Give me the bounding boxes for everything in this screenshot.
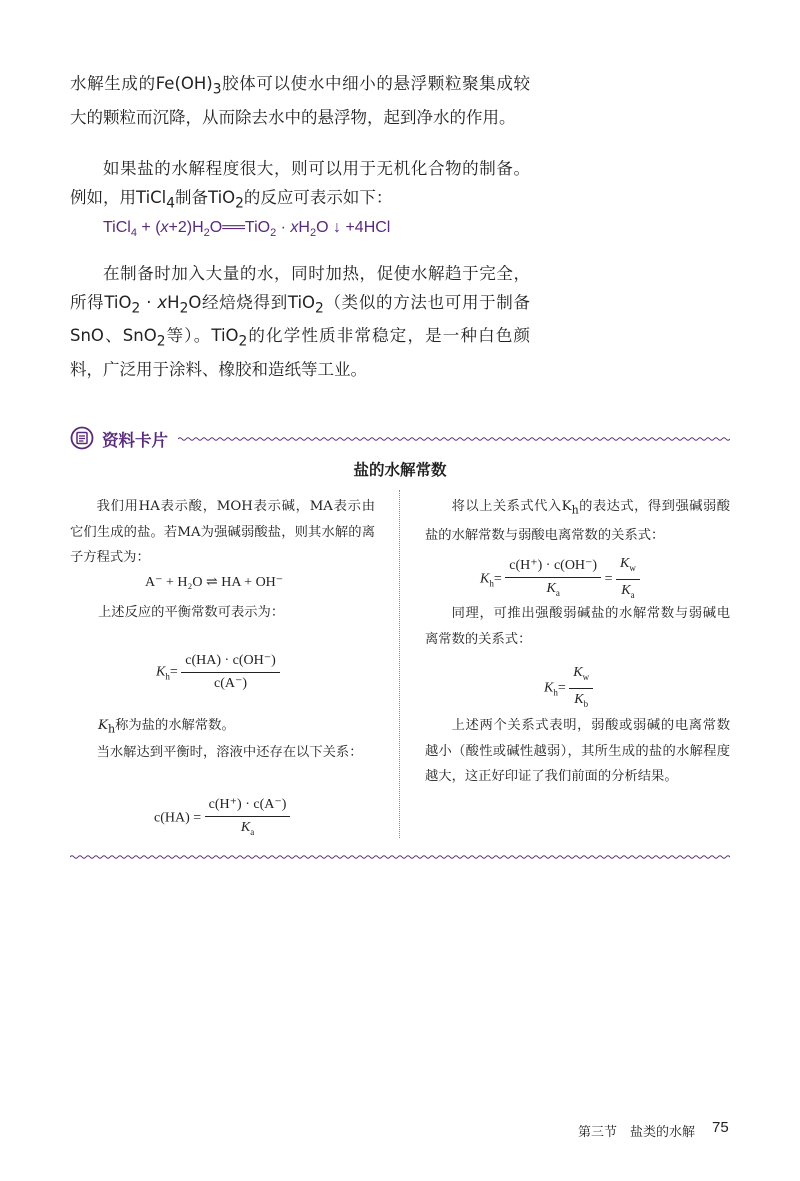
ka-symbol: K	[546, 580, 556, 596]
kw-symbol: K	[620, 556, 630, 571]
para2-sub2: 2	[235, 194, 244, 211]
para2-text-a: 如果盐的水解程度很大，则可以用于无机化合物的制备。例如，用TiCl	[70, 159, 530, 207]
right-p1-text: 将以上关系式代入K	[451, 499, 572, 514]
kb-symbol: K	[574, 691, 584, 707]
kb-denominator	[569, 689, 593, 715]
para3-sub: 2	[315, 299, 324, 316]
eq-part: O ↓ +4HCl	[316, 219, 391, 236]
para2-text-c: 的反应可表示如下：	[243, 187, 393, 207]
para3-sub: 2	[238, 333, 248, 350]
kh-numerator: c(HA) · c(OH⁻)	[181, 650, 280, 673]
eq-sub: 2	[270, 227, 277, 240]
ka-symbol: K	[240, 820, 251, 835]
kw-symbol: K	[573, 665, 583, 680]
footer-section-title: 第三节 盐类的水解	[578, 1125, 696, 1140]
para3-text: O经焙烧得到TiO	[188, 292, 316, 312]
kh-sub: h	[107, 722, 116, 736]
right-col-paragraph-3: 上述两个关系式表明，弱酸或弱碱的电离常数越小（酸性或碱性越弱），其所生成的盐的水解程度越大，这正好印证了我们前面的分析结果。	[425, 718, 730, 784]
card-title: 盐的水解常数	[353, 461, 447, 479]
left-col-paragraph-2: 上述反应的平衡常数可表示为：	[98, 605, 285, 620]
para1-text-b: 胶体可以使水中细小的悬浮颗粒聚集成较大的颗粒而沉降，从而除去水中的悬浮物，起到净水的作用。	[70, 74, 530, 127]
document-card-icon	[70, 426, 94, 450]
right-p1-text: 的表达式，得到强碱弱酸盐的水解常数与弱酸电离常数的关系式：	[425, 499, 730, 544]
eq-var: x	[160, 219, 169, 236]
eq-sub: 2	[203, 227, 210, 240]
eq-sub: 4	[130, 227, 137, 240]
kb-sub: b	[583, 698, 589, 709]
left-p3-text: 称为盐的水解常数。	[115, 718, 235, 733]
equals-sign: =	[169, 664, 178, 680]
left-col-paragraph-3	[98, 713, 378, 742]
cha-lhs: c(HA) =	[154, 810, 202, 826]
column-divider	[399, 490, 400, 838]
right-col-paragraph-2: 同理，可推出强酸弱碱盐的水解常数与弱碱电离常数的关系式：	[425, 606, 730, 647]
para3-text: H	[167, 292, 180, 312]
ka-sub: a	[555, 587, 560, 598]
para3-text: 在制备时加入大量的水，同时加热，促使水解趋于完全，所得TiO	[70, 264, 530, 312]
para1-text-a: 水解生成的Fe(OH)	[70, 74, 213, 93]
card-label: 资料卡片	[102, 431, 168, 450]
kh-symbol: K	[544, 680, 554, 696]
top-wavy-divider	[178, 434, 730, 444]
kh-symbol: K	[156, 664, 166, 680]
para3-text: 等）。TiO	[165, 326, 239, 346]
para3-text: （类似的方法也可用于制备SnO、SnO	[70, 292, 530, 346]
f1-fraction-1	[505, 555, 601, 604]
ka-sub: a	[250, 826, 255, 837]
ionic-equation: A⁻ + H₂O ⇌ HA + OH⁻	[145, 575, 284, 590]
right-col-paragraph-1	[425, 494, 730, 549]
eq-part: + (	[136, 219, 161, 236]
eq-part: +2)H	[168, 219, 204, 236]
para2-text-b: 制备TiO	[175, 187, 236, 207]
cha-formula	[154, 794, 290, 843]
kh-ka-relation-formula	[480, 553, 640, 606]
paragraph-1	[70, 70, 530, 132]
paragraph-3	[70, 260, 530, 385]
equals-sign: =	[493, 571, 502, 587]
para3-text: ·	[140, 292, 158, 312]
kw-numerator	[616, 553, 640, 580]
f1-fraction-2	[616, 553, 640, 606]
ka-symbol: K	[621, 582, 631, 598]
kh-symbol: K	[98, 718, 108, 733]
eq-part: ·	[276, 219, 291, 236]
kw-sub: w	[582, 671, 590, 682]
tio2-equation	[103, 219, 390, 239]
cha-denominator	[205, 817, 291, 843]
page-number: 75	[712, 1119, 729, 1136]
f2-fraction	[569, 662, 593, 715]
f1-numerator: c(H⁺) · c(OH⁻)	[505, 555, 601, 578]
f1-denominator	[505, 578, 601, 604]
kh-sub: h	[165, 671, 170, 682]
eq-part: H	[298, 219, 310, 236]
equals-sign: =	[557, 680, 566, 696]
para3-sub: 2	[131, 299, 141, 316]
para3-text: 的化学性质非常稳定，是一种白色颜料，广泛用于涂料、橡胶和造纸等工业。	[70, 326, 530, 380]
para3-sub: 2	[156, 333, 166, 350]
ka-sub: a	[630, 589, 635, 600]
kh-fraction	[181, 650, 280, 695]
kh-denominator: c(A⁻)	[214, 676, 248, 691]
kw-sub: w	[629, 562, 636, 573]
kh-sub: h	[489, 578, 494, 589]
kh-kb-relation-formula	[544, 662, 593, 715]
cha-numerator: c(H⁺) · c(A⁻)	[205, 794, 291, 817]
eq-part: TiCl	[103, 219, 131, 236]
para1-sub: 3	[212, 81, 222, 98]
left-col-paragraph-4: 当水解达到平衡时，溶液中还存在以下关系：	[96, 745, 363, 760]
left-p1-text: 我们用HA表示酸，MOH表示碱，MA表示由它们生成的盐。若MA为强碱弱酸盐，则其水解的离子方程式为：	[70, 499, 375, 565]
para2-sub1: 4	[166, 194, 176, 211]
kh-symbol: K	[480, 571, 490, 587]
eq-var: x	[290, 219, 299, 236]
kw-numerator	[569, 662, 593, 689]
equals-sign: =	[604, 571, 613, 587]
cha-fraction	[205, 794, 291, 843]
eq-sub: 2	[309, 227, 317, 240]
left-col-paragraph-1	[70, 494, 375, 571]
kh-definition-formula	[156, 650, 280, 695]
paragraph-2	[70, 155, 530, 217]
bottom-wavy-divider	[70, 852, 730, 862]
right-p1-sub: h	[571, 503, 579, 517]
para3-sub: 2	[179, 299, 189, 316]
eq-part: O══TiO	[209, 219, 271, 236]
para3-var: x	[157, 292, 168, 312]
kh-sub: h	[553, 687, 558, 698]
